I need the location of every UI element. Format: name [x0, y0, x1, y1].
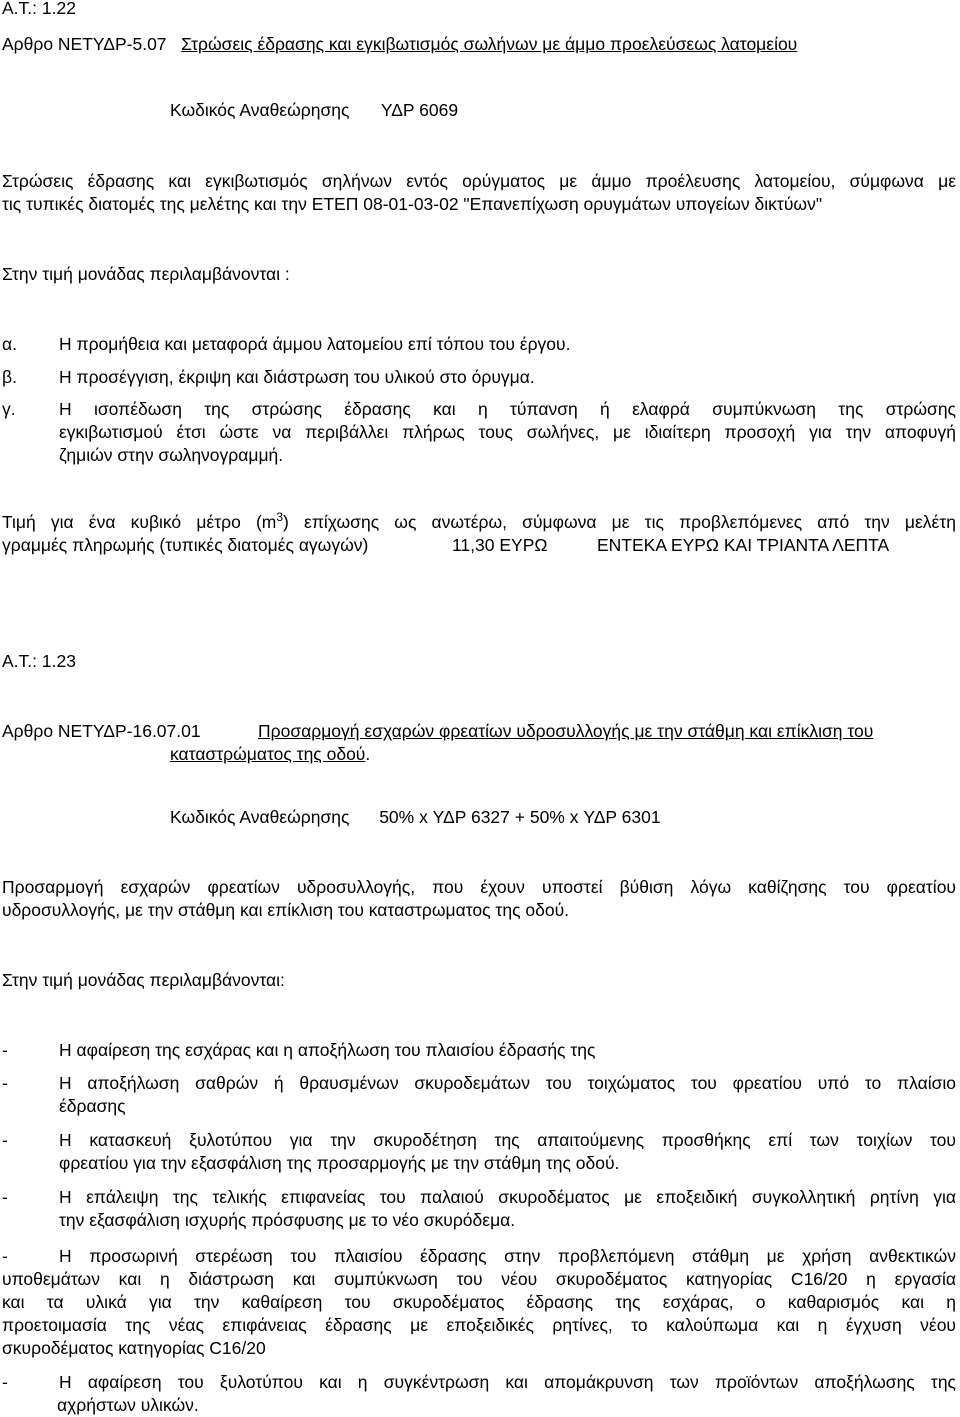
bullet-dash: -	[2, 1372, 8, 1392]
list-item-text: Η προμήθεια και μεταφορά άμμου λατομείου επί τόπου του έργου.	[59, 334, 571, 354]
list-item-line: ζημιών στην σωληνογραμμή.	[59, 445, 284, 465]
revision-label: Κωδικός Αναθεώρησης	[170, 807, 350, 827]
list-item	[59, 1129, 956, 1175]
list-item-line: Η αφαίρεση της εσχάρας και η αποξήλωση του πλαισίου έδρασής της	[59, 1040, 596, 1060]
list-item-line: Η κατασκευή ξυλοτύπου για την σκυροδέτηση της απαιτούμενης προσθήκης επί των τοιχίων του	[59, 1130, 956, 1150]
price-value: 11,30 ΕΥΡΩ	[452, 535, 548, 555]
list-item	[59, 1186, 956, 1232]
item-1-22-article-heading	[2, 33, 797, 56]
article-title-line: καταστρώματος της οδού	[170, 744, 366, 764]
item-1-22-description-line: Στρώσεις έδρασης και εγκιβωτισμός σηλήνων εντός ορύγματος με άμμο προέλευσης λατομείου, σύμφωνα με	[2, 171, 956, 191]
item-1-22-price-line: γραμμές πληρωμής (τυπικές διατομές αγωγών)	[2, 535, 369, 555]
list-item-line: Η ισοπέδωση της στρώσης έδρασης και η τύπανση ή ελαφρά συμπύκνωση της στρώσης	[59, 399, 956, 419]
revision-code: ΥΔΡ 6069	[380, 100, 459, 120]
item-1-23-article-title	[170, 743, 370, 766]
item-1-23-article-title	[258, 720, 873, 743]
list-item	[59, 1371, 956, 1417]
article-title-end: .	[365, 744, 371, 764]
bullet-dash: -	[2, 1246, 8, 1266]
list-item-line: σκυροδέματος κατηγορίας C16/20	[2, 1338, 266, 1358]
list-item	[2, 333, 17, 356]
item-1-22-includes-heading: Στην τιμή μονάδας περιλαμβάνονται :	[2, 264, 290, 284]
item-1-23-includes-heading: Στην τιμή μονάδας περιλαμβάνονται:	[2, 970, 285, 990]
item-1-23-revision	[170, 806, 661, 829]
item-1-23-description-line: υδροσυλλογής, με την στάθμη και επίκλιση του καταστρωματος της οδού.	[2, 900, 569, 920]
list-item	[2, 366, 17, 389]
list-item-text	[59, 398, 956, 467]
bullet-dash: -	[2, 1130, 8, 1150]
item-1-22-description-line: τις τυπικές διατομές της μελέτης και την ΕΤΕΠ 08-01-03-02 "Επανεπίχωση ορυγμάτων υπογείων δικτύων"	[2, 194, 823, 214]
list-item-line: Η επάλειψη της τελικής επιφανείας του παλαιού σκυροδέματος με εποξειδική συγκολλητική ρητίνη για	[59, 1187, 956, 1207]
price-text-a: Τιμή για ένα κυβικό μέτρο (m	[2, 512, 277, 532]
revision-code: 50% x ΥΔΡ 6327 + 50% x ΥΔΡ 6301	[379, 807, 661, 827]
list-item-line: προετοιμασία της νέας επιφάνειας έδρασης με εποξειδικές ρητίνες, το καλούπωμα και η έγχυση νέου	[2, 1315, 956, 1335]
revision-label: Κωδικός Αναθεώρησης	[170, 100, 350, 120]
list-item	[59, 1039, 595, 1062]
list-item-line: Η αποξήλωση σαθρών ή θραυσμένων σκυροδεμάτων του τοιχώματος του φρεατίου υπό το πλαίσιο	[59, 1073, 956, 1093]
item-1-22-revision	[170, 99, 458, 122]
item-1-22-code: Α.Τ.: 1.22	[2, 0, 76, 18]
list-mark: α.	[2, 334, 17, 354]
item-1-23-code: Α.Τ.: 1.23	[2, 651, 76, 671]
price-superscript: 3	[276, 510, 284, 525]
price-in-words: ΕΝΤΕΚΑ ΕΥΡΩ ΚΑΙ ΤΡΙΑΝΤΑ ΛΕΠΤΑ	[597, 535, 890, 555]
list-item-line: εγκιβωτισμού έτσι ώστε να περιβάλλει πλήρως τους σωλήνες, με ιδιαίτερη προσοχή για την αποφυγή	[59, 422, 956, 442]
list-item	[59, 1072, 956, 1118]
list-item-line: φρεατίου για την εξασφάλιση της προσαρμογής με την στάθμη της οδού.	[59, 1153, 620, 1173]
list-item-line: Η προσωρινή στερέωση του πλαισίου έδρασης στην προβλεπόμενη στάθμη με χρήση ανθεκτικών	[59, 1246, 956, 1266]
bullet-dash: -	[2, 1040, 8, 1060]
item-1-22-price-line	[2, 511, 956, 534]
list-item-text: Η προσέγγιση, έκριψη και διάστρωση του υλικού στο όρυγμα.	[59, 367, 535, 387]
bullet-dash: -	[2, 1073, 8, 1093]
article-title-line: Προσαρμογή εσχαρών φρεατίων υδροσυλλογής με την στάθμη και επίκλιση του	[258, 721, 874, 741]
list-item-line: και τα υλικά για την καθαίρεση του σκυροδέματος έδρασης της εσχάρας, ο καθαρισμός και η	[2, 1292, 956, 1312]
list-item	[2, 1245, 956, 1360]
item-1-23-article-number: Αρθρο ΝΕΤΥΔΡ-16.07.01	[2, 721, 201, 741]
list-item-line: έδρασης	[59, 1096, 126, 1116]
price-text-b: ) επίχωσης ως ανωτέρω, σύμφωνα με τις προβλεπόμενες από την μελέτη	[283, 512, 956, 532]
bullet-dash: -	[2, 1187, 8, 1207]
list-item-line: υποθεμάτων και η διάστρωση και συμπύκνωση του νέου σκυροδέματος κατηγορίας C16/20 η εργασία	[2, 1269, 956, 1289]
list-item-line: Η αφαίρεση του ξυλοτύπου και η συγκέντρωση και απομάκρυνση των προϊόντων αποξήλωσης της	[59, 1372, 956, 1392]
item-1-22-article-number: Αρθρο ΝΕΤΥΔΡ-5.07	[2, 34, 167, 54]
list-mark: β.	[2, 367, 17, 387]
list-mark: γ.	[2, 399, 16, 419]
list-item-line: την εξασφάλιση ισχυρής πρόσφυσης με το νέο σκυρόδεμα.	[59, 1210, 516, 1230]
list-item-line: αχρήστων υλικών.	[57, 1395, 199, 1415]
item-1-22-article-title: Στρώσεις έδρασης και εγκιβωτισμός σωλήνων με άμμο προελεύσεως λατομείου	[181, 34, 798, 54]
item-1-23-description-line: Προσαρμογή εσχαρών φρεατίων υδροσυλλογής, που έχουν υποστεί βύθιση λόγω καθίζησης του φρεατίου	[2, 877, 956, 897]
